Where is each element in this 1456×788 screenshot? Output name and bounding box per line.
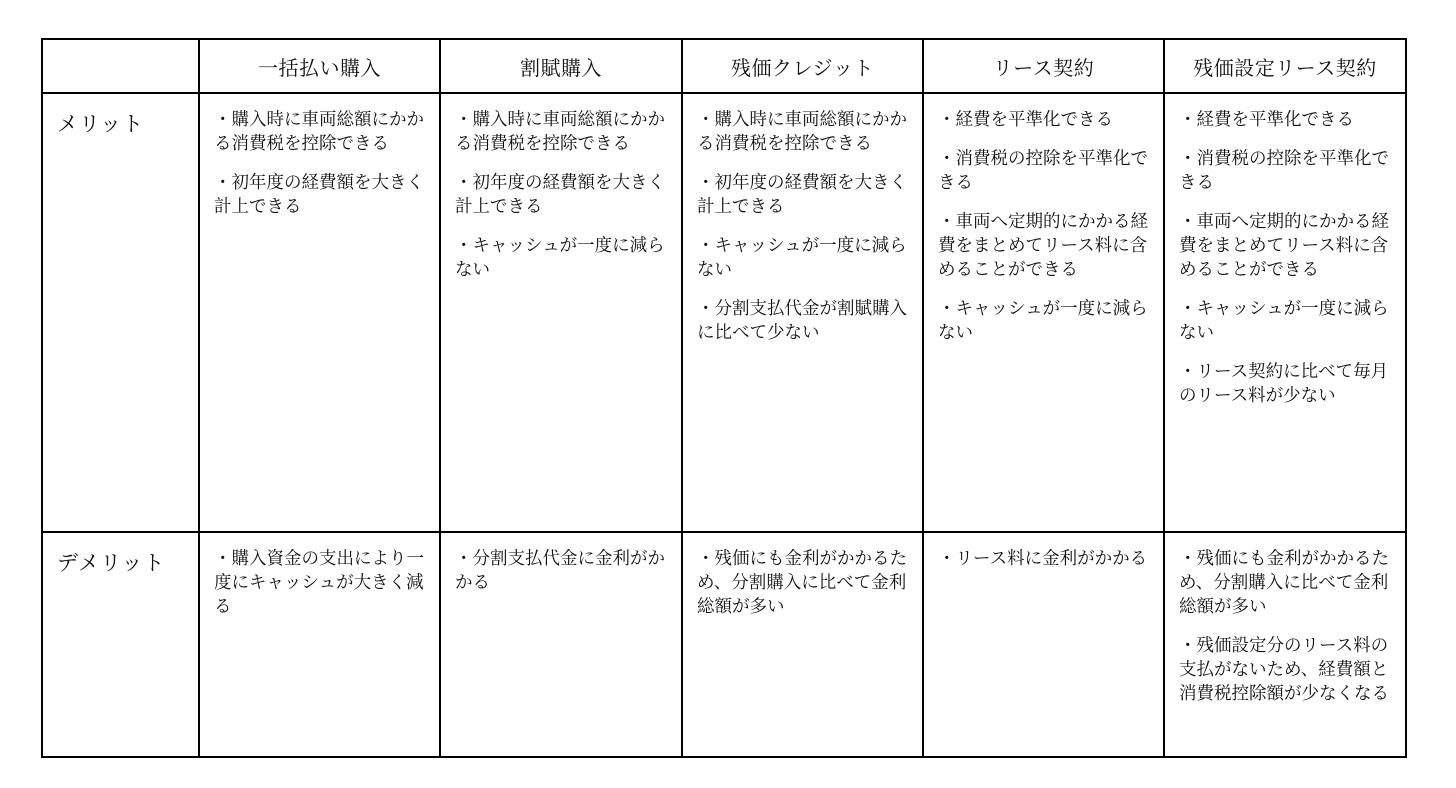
header-cell-lump-sum-purchase: 一括払い購入 — [199, 39, 440, 93]
list-item: ・購入時に車両総額にかかる消費税を控除できる — [697, 110, 907, 154]
row-label-demerits: デメリット — [42, 532, 199, 757]
list-item: ・消費税の控除を平準化できる — [938, 149, 1148, 193]
list-item: ・車両へ定期的にかかる経費をまとめてリース料に含めることができる — [1179, 212, 1389, 280]
list-item: ・購入時に車両総額にかかる消費税を控除できる — [455, 110, 665, 154]
table-row-demerits — [42, 532, 1406, 757]
list-item: ・キャッシュが一度に減らない — [1179, 299, 1389, 343]
list-item: ・経費を平準化できる — [938, 110, 1113, 130]
header-cell-installment-purchase: 割賦購入 — [440, 39, 682, 93]
cell-merits-residual-credit — [682, 93, 923, 532]
cell-demerits-residual-lease — [1164, 532, 1406, 757]
cell-merits-residual-lease — [1164, 93, 1406, 532]
header-cell-residual-credit: 残価クレジット — [682, 39, 923, 93]
list-item: ・リース料に金利がかかる — [938, 549, 1148, 569]
list-item: ・初年度の経費額を大きく計上できる — [455, 173, 665, 217]
comparison-table — [41, 38, 1407, 758]
list-item: ・キャッシュが一度に減らない — [697, 236, 907, 280]
row-label-merits: メリット — [42, 93, 199, 532]
table-row-merits — [42, 93, 1406, 532]
cell-demerits-installment — [440, 532, 682, 757]
list-item: ・キャッシュが一度に減らない — [455, 236, 665, 280]
header-cell-lease-contract: リース契約 — [923, 39, 1164, 93]
list-item: ・購入資金の支出により一度にキャッシュが大きく減る — [214, 549, 424, 617]
list-item: ・分割支払代金に金利がかかる — [455, 549, 665, 593]
list-item: ・キャッシュが一度に減らない — [938, 299, 1148, 343]
cell-demerits-residual-credit — [682, 532, 923, 757]
list-item: ・残価にも金利がかかるため、分割購入に比べて金利総額が多い — [697, 549, 907, 617]
list-item: ・残価にも金利がかかるため、分割購入に比べて金利総額が多い — [1179, 549, 1389, 617]
cell-demerits-lump-sum — [199, 532, 440, 757]
list-item: ・残価設定分のリース料の支払がないため、経費額と消費税控除額が少なくなる — [1179, 636, 1389, 704]
cell-merits-lease — [923, 93, 1164, 532]
cell-merits-installment — [440, 93, 682, 532]
list-item: ・リース契約に比べて毎月のリース料が少ない — [1179, 362, 1389, 406]
header-cell-empty — [42, 39, 199, 93]
list-item: ・初年度の経費額を大きく計上できる — [697, 173, 907, 217]
list-item: ・購入時に車両総額にかかる消費税を控除できる — [214, 110, 424, 154]
header-cell-residual-lease-contract: 残価設定リース契約 — [1164, 39, 1406, 93]
cell-merits-lump-sum — [199, 93, 440, 532]
list-item: ・分割支払代金が割賦購入に比べて少ない — [697, 299, 907, 343]
list-item: ・消費税の控除を平準化できる — [1179, 149, 1389, 193]
header-row — [42, 39, 1406, 93]
list-item: ・初年度の経費額を大きく計上できる — [214, 173, 424, 217]
list-item: ・車両へ定期的にかかる経費をまとめてリース料に含めることができる — [938, 212, 1148, 280]
cell-demerits-lease — [923, 532, 1164, 757]
list-item: ・経費を平準化できる — [1179, 110, 1354, 130]
